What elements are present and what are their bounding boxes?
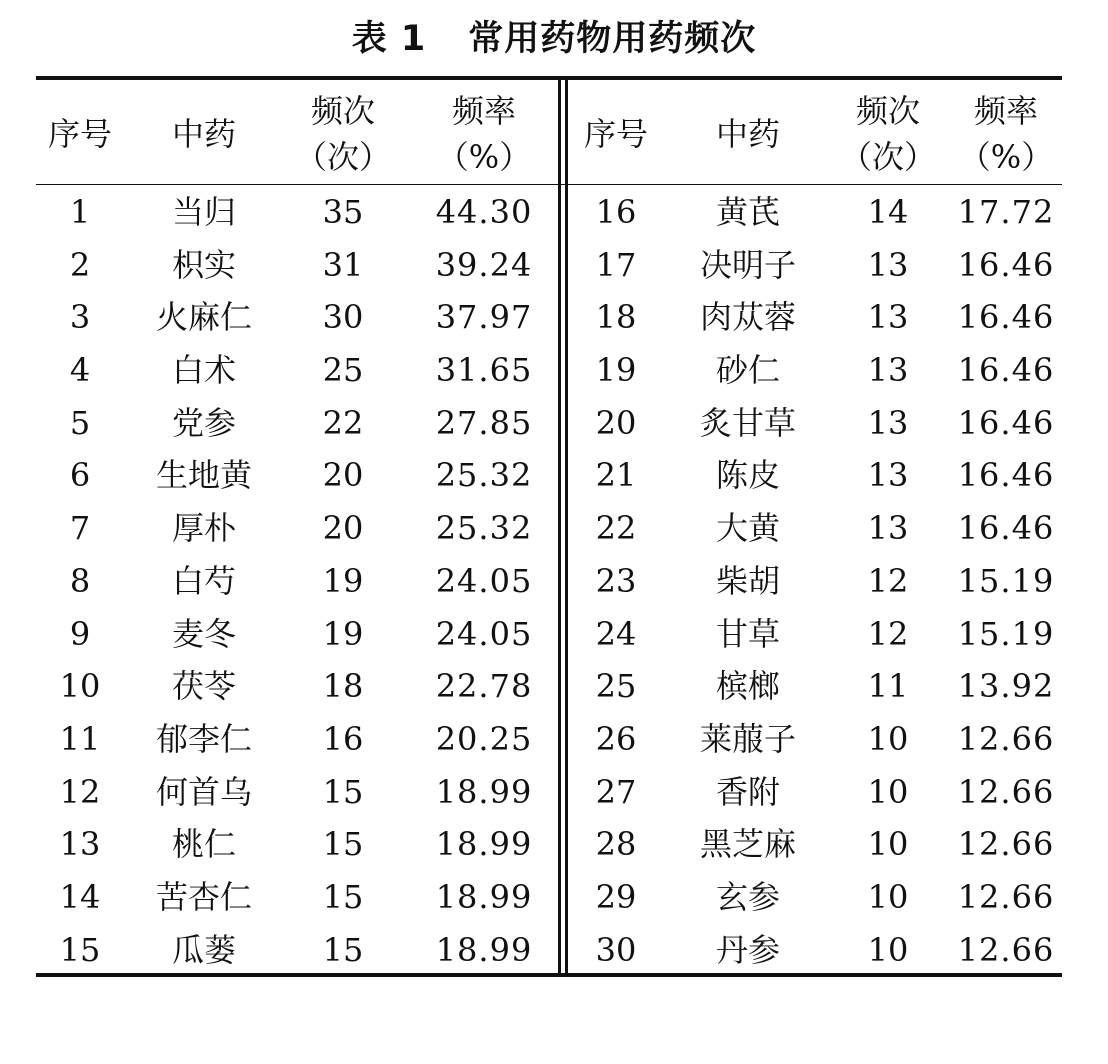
cell-rate: 12.66 xyxy=(957,825,1055,864)
cell-index: 15 xyxy=(59,930,101,969)
cell-rate: 25.32 xyxy=(435,456,533,495)
cell-index: 8 xyxy=(69,561,91,600)
cell-index: 14 xyxy=(59,877,101,916)
cell-rate: 27.85 xyxy=(435,403,533,442)
header-rate-unit: （%） xyxy=(436,138,532,176)
cell-herb: 黄芪 xyxy=(715,193,781,231)
header-freq-label: 频次 xyxy=(855,92,921,130)
cell-frequency: 12 xyxy=(867,561,909,600)
cell-index: 1 xyxy=(69,193,91,231)
cell-index: 18 xyxy=(595,298,637,337)
table-row xyxy=(0,555,1108,608)
cell-index: 20 xyxy=(595,403,637,442)
cell-index: 22 xyxy=(595,509,637,548)
cell-rate: 16.46 xyxy=(957,403,1055,442)
header-rate-label: 频率 xyxy=(451,92,517,130)
table-row xyxy=(0,502,1108,555)
cell-herb: 大黄 xyxy=(715,509,781,548)
cell-frequency: 18 xyxy=(322,667,364,706)
cell-frequency: 12 xyxy=(867,614,909,653)
cell-rate: 37.97 xyxy=(435,298,533,337)
cell-frequency: 14 xyxy=(867,193,909,231)
cell-herb: 当归 xyxy=(171,193,237,231)
header-index-left xyxy=(48,86,112,182)
table-title: 常用药物用药频次 xyxy=(468,19,757,59)
cell-rate: 18.99 xyxy=(435,772,533,811)
header-freq-right xyxy=(840,86,936,182)
header-herb-label: 中药 xyxy=(171,115,237,153)
cell-rate: 18.99 xyxy=(435,877,533,916)
header-index-label: 序号 xyxy=(583,115,649,153)
cell-index: 29 xyxy=(595,877,637,916)
cell-herb: 火麻仁 xyxy=(155,298,253,337)
cell-herb: 香附 xyxy=(715,772,781,811)
header-rate-unit: （%） xyxy=(958,138,1054,176)
header-freq-label: 频次 xyxy=(310,92,376,130)
header-rate-right xyxy=(959,86,1053,182)
cell-rate: 25.32 xyxy=(435,509,533,548)
cell-index: 25 xyxy=(595,667,637,706)
cell-frequency: 13 xyxy=(867,403,909,442)
cell-index: 2 xyxy=(69,245,91,284)
cell-frequency: 10 xyxy=(867,930,909,969)
cell-frequency: 25 xyxy=(322,351,364,390)
cell-rate: 16.46 xyxy=(957,509,1055,548)
cell-rate: 39.24 xyxy=(435,245,533,284)
table-row xyxy=(0,818,1108,871)
cell-herb: 瓜蒌 xyxy=(171,930,237,969)
cell-rate: 15.19 xyxy=(957,561,1055,600)
cell-herb: 白术 xyxy=(171,351,237,390)
cell-rate: 18.99 xyxy=(435,825,533,864)
top-rule xyxy=(36,76,1062,80)
cell-frequency: 13 xyxy=(867,298,909,337)
cell-herb: 茯苓 xyxy=(171,667,237,706)
cell-herb: 肉苁蓉 xyxy=(699,298,797,337)
cell-herb: 砂仁 xyxy=(715,351,781,390)
cell-frequency: 19 xyxy=(322,614,364,653)
cell-rate: 16.46 xyxy=(957,245,1055,284)
cell-index: 16 xyxy=(595,193,637,231)
cell-index: 11 xyxy=(59,719,101,758)
cell-herb: 玄参 xyxy=(715,877,781,916)
table-body xyxy=(0,186,1108,976)
cell-rate: 16.46 xyxy=(957,298,1055,337)
cell-rate: 16.46 xyxy=(957,351,1055,390)
cell-rate: 18.99 xyxy=(435,930,533,969)
cell-rate: 12.66 xyxy=(957,930,1055,969)
cell-index: 6 xyxy=(69,456,91,495)
header-herb-left xyxy=(172,86,236,182)
table-row xyxy=(0,660,1108,713)
cell-herb: 苦杏仁 xyxy=(155,877,253,916)
cell-index: 12 xyxy=(59,772,101,811)
cell-frequency: 13 xyxy=(867,351,909,390)
cell-frequency: 15 xyxy=(322,877,364,916)
table-row xyxy=(0,766,1108,819)
cell-frequency: 11 xyxy=(867,667,909,706)
cell-frequency: 20 xyxy=(322,509,364,548)
cell-index: 7 xyxy=(69,509,91,548)
cell-frequency: 13 xyxy=(867,456,909,495)
header-freq-left xyxy=(295,86,391,182)
cell-frequency: 13 xyxy=(867,245,909,284)
cell-herb: 槟榔 xyxy=(715,667,781,706)
cell-index: 30 xyxy=(595,930,637,969)
cell-rate: 17.72 xyxy=(957,193,1055,231)
cell-rate: 20.25 xyxy=(435,719,533,758)
cell-herb: 厚朴 xyxy=(171,509,237,548)
cell-herb: 决明子 xyxy=(699,245,797,284)
cell-frequency: 15 xyxy=(322,772,364,811)
cell-index: 9 xyxy=(69,614,91,653)
cell-rate: 12.66 xyxy=(957,877,1055,916)
table-row xyxy=(0,186,1108,239)
table-row xyxy=(0,344,1108,397)
cell-herb: 麦冬 xyxy=(171,614,237,653)
cell-frequency: 31 xyxy=(322,245,364,284)
header-index-label: 序号 xyxy=(47,115,113,153)
cell-frequency: 20 xyxy=(322,456,364,495)
cell-frequency: 22 xyxy=(322,403,364,442)
table-row xyxy=(0,291,1108,344)
table-row xyxy=(0,924,1108,977)
cell-herb: 生地黄 xyxy=(155,456,253,495)
cell-herb: 何首乌 xyxy=(155,772,253,811)
cell-frequency: 10 xyxy=(867,772,909,811)
cell-herb: 炙甘草 xyxy=(699,403,797,442)
cell-herb: 陈皮 xyxy=(715,456,781,495)
cell-frequency: 15 xyxy=(322,930,364,969)
table-row xyxy=(0,871,1108,924)
cell-frequency: 35 xyxy=(322,193,364,231)
cell-frequency: 13 xyxy=(867,509,909,548)
table-row xyxy=(0,449,1108,502)
cell-herb: 柴胡 xyxy=(715,561,781,600)
cell-index: 5 xyxy=(69,403,91,442)
cell-index: 10 xyxy=(59,667,101,706)
table-row xyxy=(0,397,1108,450)
cell-index: 13 xyxy=(59,825,101,864)
cell-index: 26 xyxy=(595,719,637,758)
header-freq-unit: （次） xyxy=(839,138,937,176)
cell-frequency: 30 xyxy=(322,298,364,337)
header-freq-unit: （次） xyxy=(294,138,392,176)
cell-rate: 15.19 xyxy=(957,614,1055,653)
cell-index: 27 xyxy=(595,772,637,811)
cell-rate: 31.65 xyxy=(435,351,533,390)
header-herb-right xyxy=(716,86,780,182)
cell-herb: 白芍 xyxy=(171,561,237,600)
cell-frequency: 10 xyxy=(867,877,909,916)
header-rate-left xyxy=(437,86,531,182)
cell-herb: 桃仁 xyxy=(171,825,237,864)
table-caption xyxy=(0,12,1108,66)
cell-herb: 郁李仁 xyxy=(155,719,253,758)
cell-index: 3 xyxy=(69,298,91,337)
cell-herb: 莱菔子 xyxy=(699,719,797,758)
cell-rate: 12.66 xyxy=(957,719,1055,758)
table-row xyxy=(0,239,1108,292)
cell-herb: 黑芝麻 xyxy=(699,825,797,864)
cell-index: 19 xyxy=(595,351,637,390)
cell-rate: 16.46 xyxy=(957,456,1055,495)
cell-rate: 44.30 xyxy=(435,193,533,231)
header-rule xyxy=(36,184,1062,185)
cell-frequency: 15 xyxy=(322,825,364,864)
cell-frequency: 10 xyxy=(867,719,909,758)
table-row xyxy=(0,608,1108,661)
cell-index: 17 xyxy=(595,245,637,284)
cell-index: 28 xyxy=(595,825,637,864)
cell-rate: 12.66 xyxy=(957,772,1055,811)
cell-index: 23 xyxy=(595,561,637,600)
cell-frequency: 10 xyxy=(867,825,909,864)
cell-index: 21 xyxy=(595,456,637,495)
cell-rate: 13.92 xyxy=(957,667,1055,706)
cell-herb: 党参 xyxy=(171,403,237,442)
cell-herb: 丹参 xyxy=(715,930,781,969)
cell-rate: 24.05 xyxy=(435,561,533,600)
cell-rate: 24.05 xyxy=(435,614,533,653)
cell-herb: 枳实 xyxy=(171,245,237,284)
cell-frequency: 16 xyxy=(322,719,364,758)
cell-herb: 甘草 xyxy=(715,614,781,653)
header-rate-label: 频率 xyxy=(973,92,1039,130)
table-row xyxy=(0,713,1108,766)
table-number: 表 1 xyxy=(351,19,427,59)
header-herb-label: 中药 xyxy=(715,115,781,153)
cell-index: 24 xyxy=(595,614,637,653)
cell-frequency: 19 xyxy=(322,561,364,600)
header-index-right xyxy=(584,86,648,182)
cell-rate: 22.78 xyxy=(435,667,533,706)
cell-index: 4 xyxy=(69,351,91,390)
